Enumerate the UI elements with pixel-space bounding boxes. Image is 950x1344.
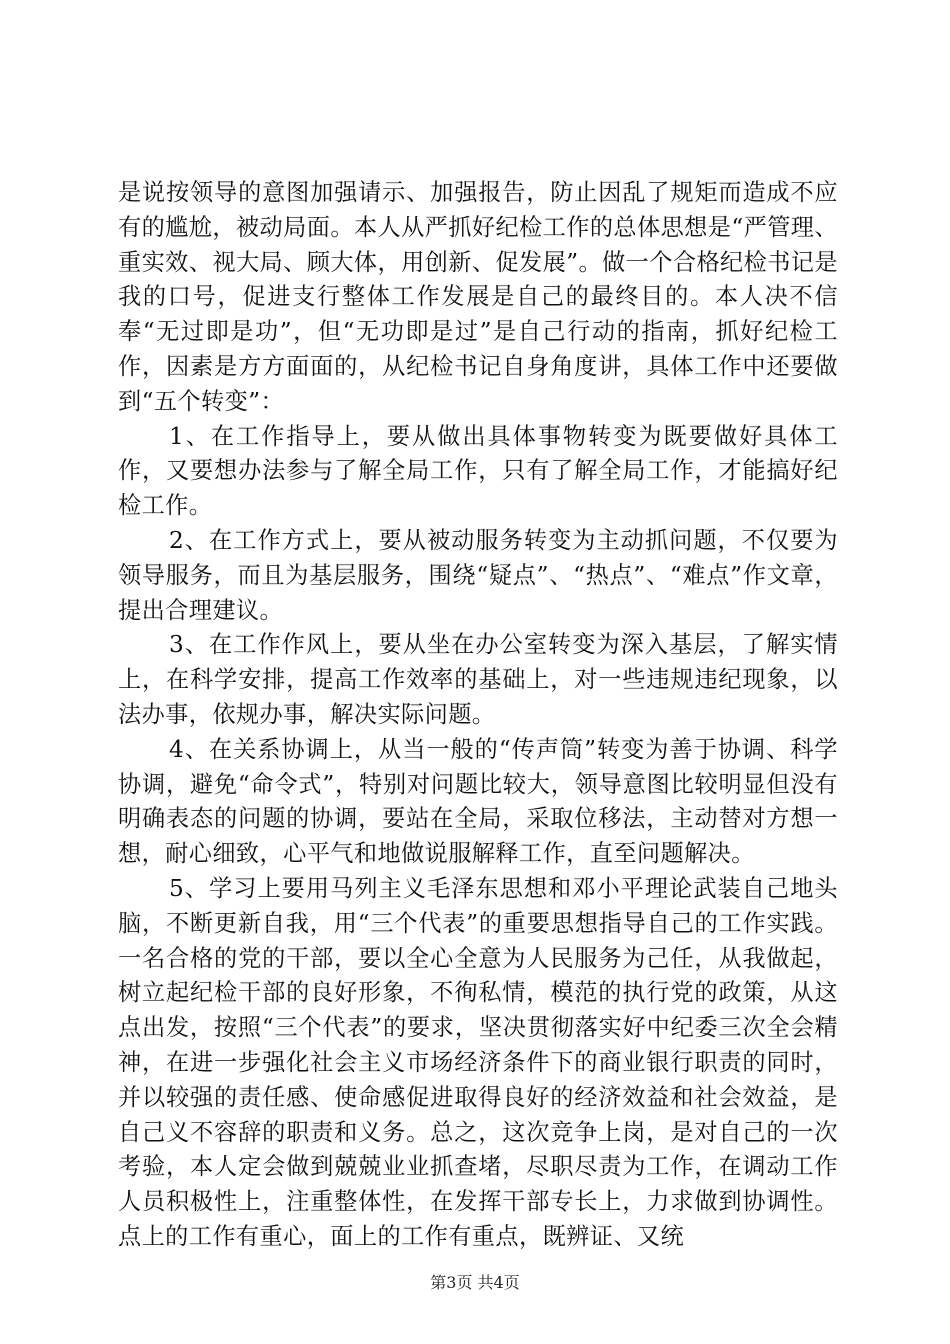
paragraph-intro: 是说按领导的意图加强请示、加强报告，防止因乱了规矩而造成不应有的尴尬，被动局面。本人从严抓好纪检工作的总体思想是“严管理、重实效、视大局、顾大体，用创新、促发展”。做一个合格纪检书记是我的口号，促进支行整体工作发展是自己的最终目的。本人决不信奉“无过即是功”，但“无功即是过”是自己行动的指南，抓好纪检工作，因素是方方面面的，从纪检书记自身角度讲，具体工作中还要做到“五个转变”： [118, 179, 838, 415]
document-body [118, 176, 838, 1255]
paragraph-point-4: 4、在关系协调上，从当一般的“传声筒”转变为善于协调、科学协调，避免“命令式”，特别对问题比较大，领导意图比较明显但没有明确表态的问题的协调，要站在全局，采取位移法，主动替对方想一想，耐心细致，心平气和地做说服解释工作，直至问题解决。 [118, 735, 838, 868]
paragraph-point-1: 1、在工作指导上，要从做出具体事物转变为既要做好具体工作，又要想办法参与了解全局工作，只有了解全局工作，才能搞好纪检工作。 [118, 422, 838, 520]
page-number-footer: 第3页 共4页 [430, 1273, 520, 1292]
paragraph-point-3: 3、在工作作风上，要从坐在办公室转变为深入基层，了解实情上，在科学安排，提高工作效率的基础上，对一些违规违纪现象，以法办事，依规办事，解决实际问题。 [118, 631, 838, 728]
paragraph-point-2: 2、在工作方式上，要从被动服务转变为主动抓问题，不仅要为领导服务，而且为基层服务，围绕“疑点”、“热点”、“难点”作文章，提出合理建议。 [118, 526, 838, 624]
paragraph-point-5: 5、学习上要用马列主义毛泽东思想和邓小平理论武装自己地头脑，不断更新自我，用“三个代表”的重要思想指导自己的工作实践。一名合格的党的干部，要以全心全意为人民服务为己任，从我做起，树立起纪检干部的良好形象，不徇私情，模范的执行党的政策，从这点出发，按照“三个代表”的要求，坚决贯彻落实好中纪委三次全会精神，在进一步强化社会主义市场经济条件下的商业银行职责的同时，并以较强的责任感、使命感促进取得良好的经济效益和社会效益，是自己义不容辞的职责和义务。总之，这次竞争上岗，是对自己的一次考验，本人定会做到兢兢业业抓查堵，尽职尽责为工作，在调动工作人员积极性上，注重整体性，在发挥干部专长上，力求做到协调性。点上的工作有重心，面上的工作有重点，既辨证、又统 [118, 874, 838, 1250]
